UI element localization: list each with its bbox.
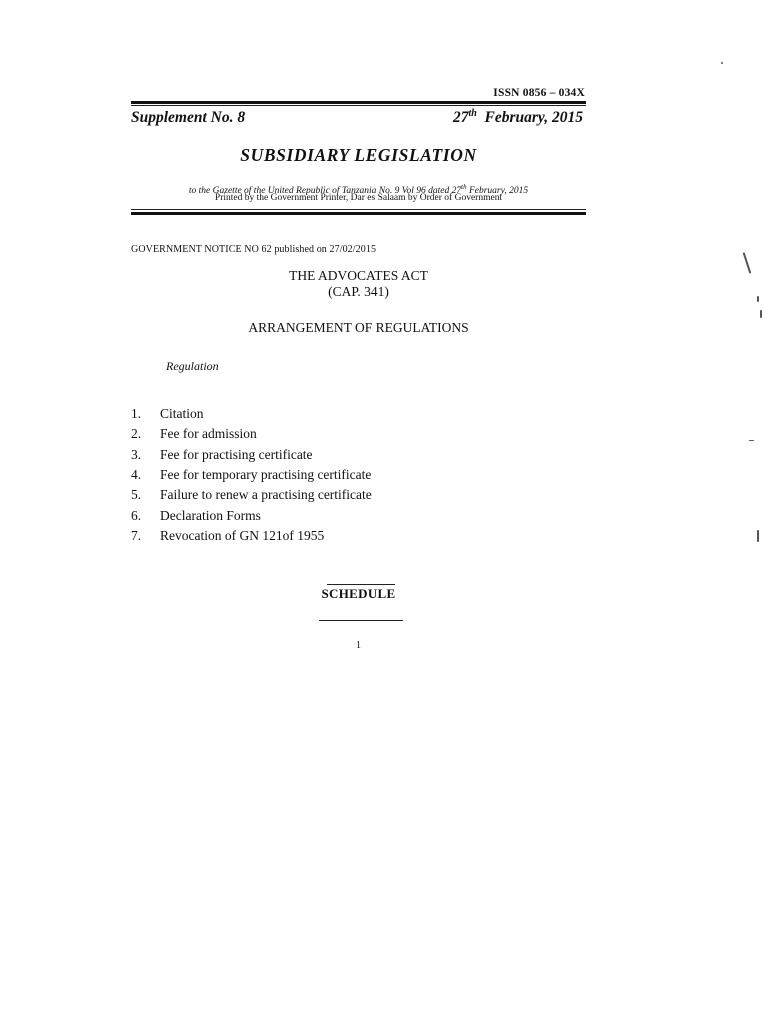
scan-speck	[721, 62, 723, 64]
regulation-text: Revocation of GN 121of 1955	[160, 527, 325, 543]
list-item	[131, 445, 571, 465]
date-suffix: th	[468, 108, 477, 119]
header-rule-top	[131, 101, 586, 104]
act-title: THE ADVOCATES ACT	[289, 268, 428, 283]
document-title: SUBSIDIARY LEGISLATION	[240, 145, 477, 165]
schedule-heading: SCHEDULE	[321, 586, 396, 601]
schedule-rule-top	[327, 584, 395, 585]
regulation-number: 1.	[131, 406, 142, 422]
list-item	[131, 404, 571, 424]
regulation-column-label: Regulation	[166, 359, 219, 373]
regulation-number: 5.	[131, 487, 142, 503]
gazette-line: to the Gazette of the United Republic of Tanzania No. 9 Vol 96 dated 27	[188, 186, 462, 197]
list-item	[131, 526, 571, 546]
printer-line: Printed by the Government Printer, Dar es Salaam by Order of Government	[214, 193, 503, 203]
regulation-text: Fee for practising certificate	[160, 446, 313, 462]
arrangement-heading: ARRANGEMENT OF REGULATIONS	[248, 320, 469, 335]
regulation-number: 6.	[131, 507, 142, 523]
regulation-text: Fee for temporary practising certificate	[160, 467, 372, 483]
regulation-text: Declaration Forms	[160, 507, 261, 523]
gazette-date-suffix: th	[461, 183, 467, 191]
header-rule-bottom-thin	[131, 209, 586, 210]
header-rule-top-thin	[131, 105, 586, 106]
regulation-list	[131, 404, 571, 546]
issn-number: ISSN 0856 – 034X	[493, 87, 585, 99]
page-number: 1	[356, 640, 361, 651]
list-item	[131, 485, 571, 505]
regulation-number: 4.	[131, 467, 142, 483]
regulation-number: 2.	[131, 426, 142, 442]
regulation-text: Failure to renew a practising certificate	[160, 487, 372, 503]
date-rest: February, 2015	[484, 109, 583, 127]
scan-speck	[749, 440, 754, 441]
government-notice: GOVERNMENT NOTICE NO 62 published on 27/02/2015	[131, 244, 377, 255]
date-day: 27	[452, 109, 469, 127]
gazette-line-end: February, 2015	[466, 186, 529, 197]
regulation-text: Citation	[160, 406, 204, 422]
list-item	[131, 465, 571, 485]
regulation-text: Fee for admission	[160, 426, 257, 442]
header-rule-bottom	[131, 212, 586, 215]
supplement-row	[131, 108, 583, 127]
regulation-number: 3.	[131, 446, 142, 462]
scan-speck	[760, 310, 762, 318]
scan-speck	[743, 252, 752, 274]
act-chapter: (CAP. 341)	[328, 284, 389, 299]
scan-speck	[757, 530, 759, 542]
list-item	[131, 424, 571, 444]
supplement-date	[453, 108, 583, 127]
list-item	[131, 505, 571, 525]
scan-speck	[757, 296, 759, 302]
schedule-rule-bottom	[319, 620, 403, 621]
regulation-number: 7.	[131, 527, 142, 543]
supplement-number: Supplement No. 8	[131, 109, 246, 127]
